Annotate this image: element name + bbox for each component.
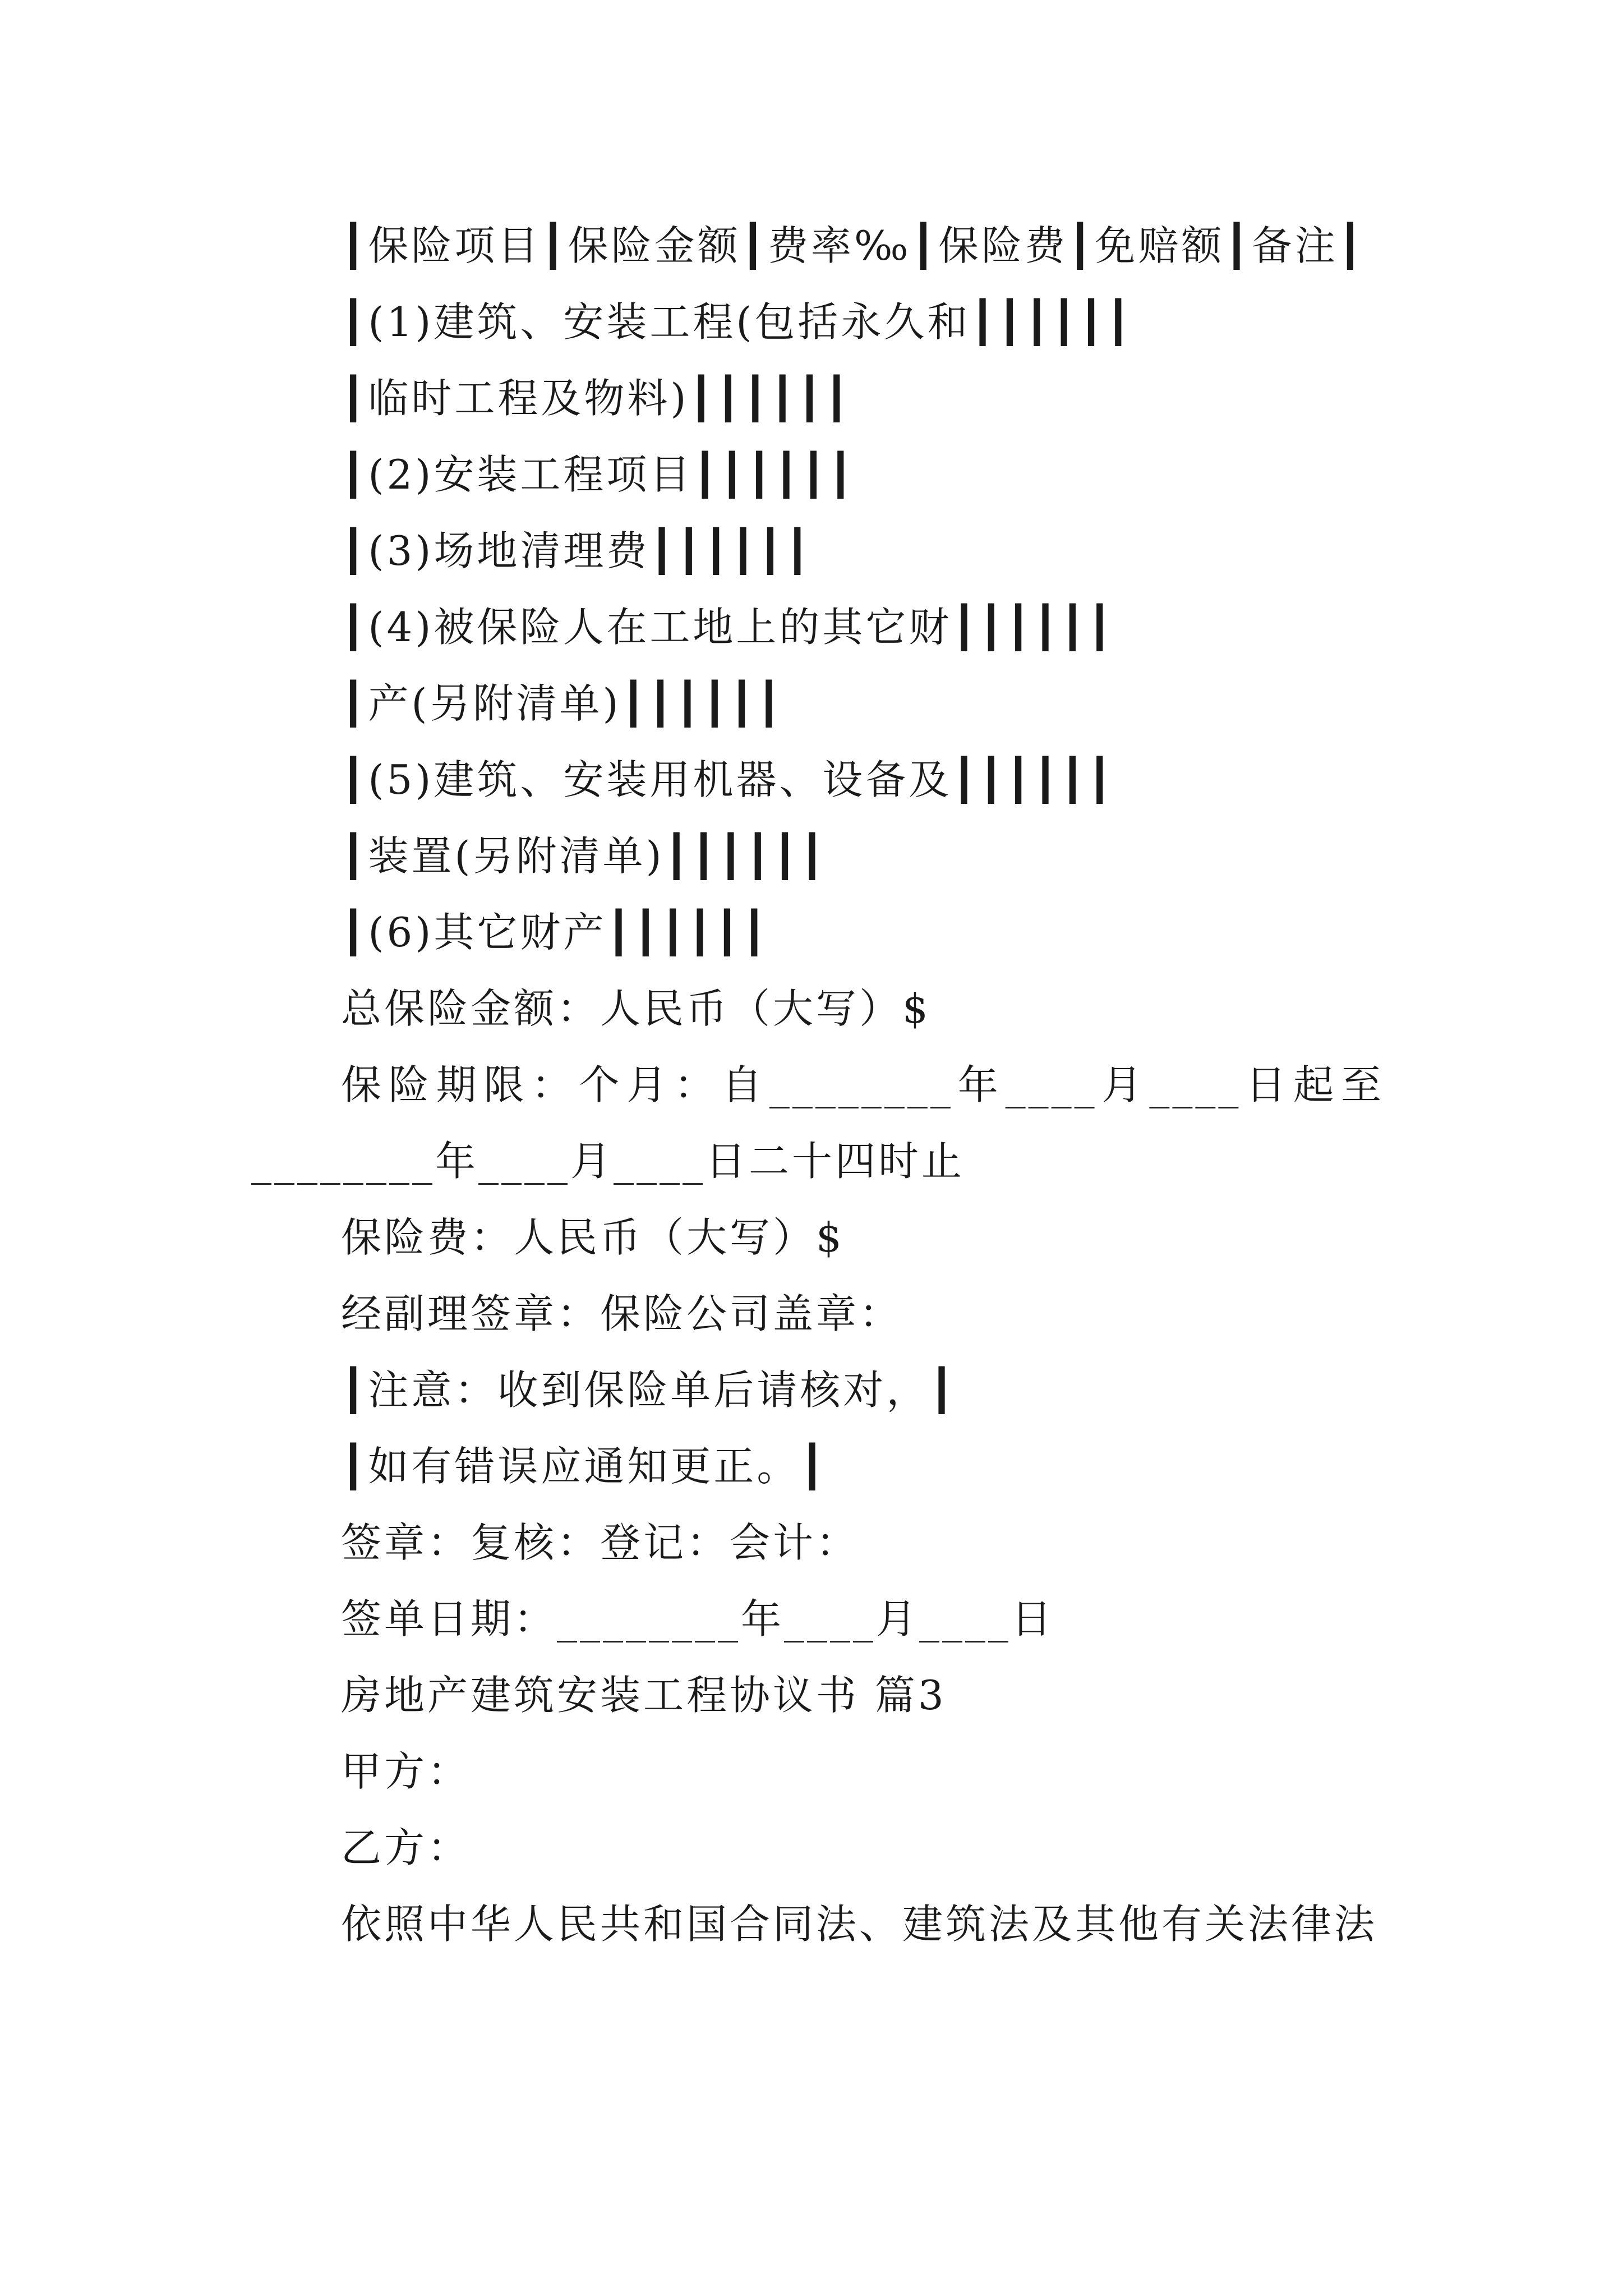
- insurance-table-header-row: ┃保险项目┃保险金额┃费率‰┃保险费┃免赔额┃备注┃: [341, 222, 1366, 269]
- insurance-table-row-1b: ┃临时工程及物料)┃┃┃┃┃┃: [341, 375, 852, 422]
- signoff-roles: 签章：复核：登记：会计：: [341, 1519, 860, 1566]
- notice-line-2: ┃如有错误应通知更正。┃: [341, 1443, 827, 1490]
- insurance-period: 保险期限：个月：自________年____月____日起至________年____月____日二十四时止: [251, 1061, 1384, 1185]
- document-body: [251, 208, 1384, 1962]
- section-title: 房地产建筑安装工程协议书 篇3: [341, 1672, 947, 1719]
- insurance-table-row-3: ┃(3)场地清理费┃┃┃┃┃┃: [341, 527, 813, 574]
- party-a: 甲方：: [341, 1748, 471, 1795]
- party-b: 乙方：: [341, 1824, 471, 1871]
- insurance-table-row-5a: ┃(5)建筑、安装用机器、设备及┃┃┃┃┃┃: [341, 756, 1115, 803]
- manager-signature-seal: 经副理签章：保险公司盖章：: [341, 1290, 903, 1337]
- insurance-table-row-2: ┃(2)安装工程项目┃┃┃┃┃┃: [341, 451, 856, 498]
- preamble-text: 依照中华人民共和国合同法、建筑法及其他有关法律法: [341, 1901, 1378, 1948]
- insurance-table-row-5b: ┃装置(另附清单)┃┃┃┃┃┃: [341, 832, 827, 880]
- signing-date: 签单日期：________年____月____日: [341, 1595, 1055, 1642]
- total-insured-amount: 总保险金额：人民币（大写）$: [341, 985, 931, 1032]
- premium-amount: 保险费：人民币（大写）$: [341, 1214, 845, 1261]
- insurance-table-row-4a: ┃(4)被保险人在工地上的其它财┃┃┃┃┃┃: [341, 604, 1115, 651]
- notice-line-1: ┃注意：收到保险单后请核对，┃: [341, 1366, 957, 1414]
- insurance-table-row-1a: ┃(1)建筑、安装工程(包括永久和┃┃┃┃┃┃: [341, 298, 1133, 346]
- insurance-table-row-4b: ┃产(另附清单)┃┃┃┃┃┃: [341, 680, 784, 727]
- insurance-table-row-6: ┃(6)其它财产┃┃┃┃┃┃: [341, 909, 769, 956]
